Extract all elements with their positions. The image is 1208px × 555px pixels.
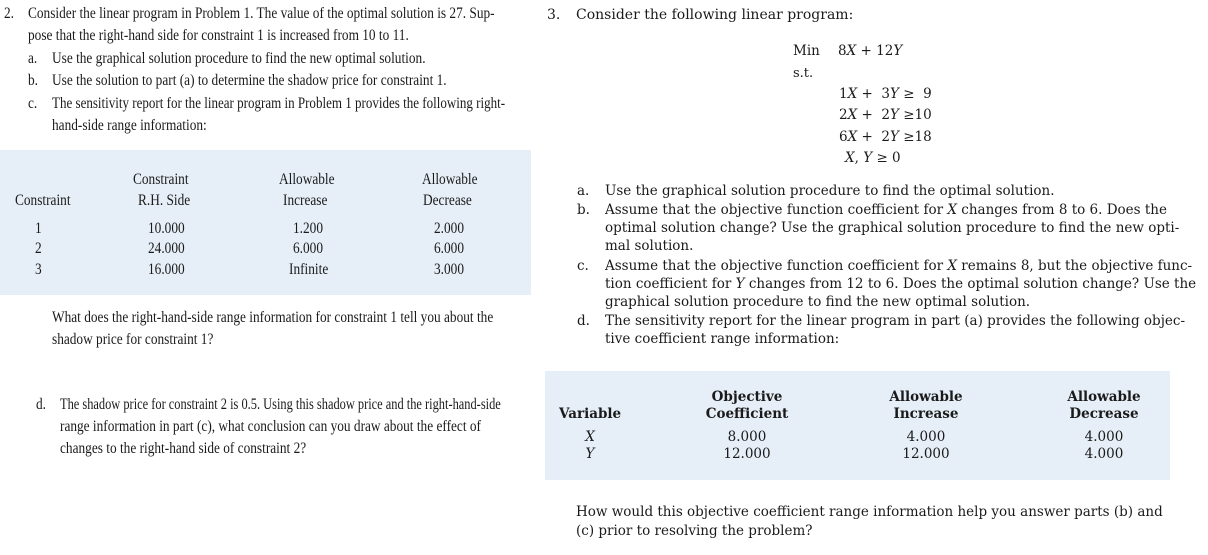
p3-intro: Consider the following linear program: bbox=[576, 7, 854, 23]
p2-part-b: Use the solution to part (a) to determine the shadow price for constraint 1. bbox=[52, 72, 447, 89]
cell-decrease: 3.000 bbox=[434, 261, 464, 278]
p2-part-d-line3: changes to the right-hand side of constraint 2? bbox=[60, 440, 307, 457]
cell-increase: Infinite bbox=[289, 261, 329, 278]
p2-part-c-line2: hand-side range information: bbox=[52, 117, 207, 134]
cell-constraint: 2 bbox=[35, 240, 42, 257]
th-inc-2: Increase bbox=[283, 192, 328, 209]
cell-decrease: 6.000 bbox=[434, 240, 464, 257]
lp-constraint-1: 1X + 3Y ≥ 9 bbox=[839, 86, 932, 102]
p2-part-b-label: b. bbox=[28, 72, 38, 89]
p3-part-d-line2: tive coefficient range information: bbox=[605, 331, 840, 347]
th-inc-2: Increase bbox=[893, 406, 959, 422]
p3-part-d-line1: The sensitivity report for the linear program in part (a) provides the following objec- bbox=[605, 313, 1185, 329]
th-obj-1: Objective bbox=[711, 389, 783, 405]
lp-st-label: s.t. bbox=[793, 66, 814, 81]
cell-rhs: 16.000 bbox=[148, 261, 185, 278]
p2-intro-line2: pose that the right-hand side for constraint 1 is increased from 10 to 11. bbox=[28, 27, 409, 44]
p2-number: 2. bbox=[4, 5, 14, 22]
th-variable: Variable bbox=[559, 406, 622, 422]
th-dec-2: Decrease bbox=[423, 192, 472, 209]
p2-intro-line1: Consider the linear program in Problem 1. The value of the optimal solution is 27. Sup- bbox=[28, 5, 495, 22]
p3-part-b-label: b. bbox=[577, 202, 590, 218]
cell-rhs: 10.000 bbox=[148, 220, 185, 237]
cell-decrease: 4.000 bbox=[1084, 429, 1124, 445]
th-dec-1: Allowable bbox=[422, 171, 478, 188]
rhs-range-table bbox=[0, 150, 531, 295]
cell-coefficient: 8.000 bbox=[727, 429, 767, 445]
lp-nonnegativity: X, Y ≥ 0 bbox=[845, 150, 901, 166]
cell-increase: 4.000 bbox=[906, 429, 946, 445]
p3-final-line2: (c) prior to resolving the problem? bbox=[576, 523, 813, 539]
p3-part-a-label: a. bbox=[577, 183, 590, 199]
cell-increase: 1.200 bbox=[293, 220, 323, 237]
th-constraint: Constraint bbox=[15, 192, 71, 209]
cell-coefficient: 12.000 bbox=[723, 446, 771, 462]
p3-part-b-line3: mal solution. bbox=[605, 238, 694, 254]
th-dec-2: Decrease bbox=[1069, 406, 1139, 422]
p3-part-b-line2: optimal solution change? Use the graphical solution procedure to find the new opti- bbox=[605, 220, 1180, 236]
lp-constraint-3: 6X + 2Y ≥18 bbox=[839, 129, 932, 145]
cell-variable: X bbox=[585, 429, 595, 445]
lp-min-label: Min bbox=[793, 43, 820, 59]
p3-part-b-line1: Assume that the objective function coefficient for X changes from 8 to 6. Does the bbox=[605, 202, 1167, 218]
p3-part-c-line1: Assume that the objective function coefficient for X remains 8, but the objective func- bbox=[605, 258, 1193, 274]
th-dec-1: Allowable bbox=[1067, 389, 1141, 405]
lp-constraint-2: 2X + 2Y ≥10 bbox=[839, 107, 932, 123]
p2-question-line2: shadow price for constraint 1? bbox=[52, 331, 214, 348]
cell-variable: Y bbox=[585, 446, 595, 462]
cell-increase: 6.000 bbox=[293, 240, 323, 257]
p3-part-c-label: c. bbox=[577, 258, 589, 274]
th-inc-1: Allowable bbox=[279, 171, 335, 188]
p2-part-c-line1: The sensitivity report for the linear program in Problem 1 provides the following right- bbox=[52, 95, 506, 112]
th-rhs-2: R.H. Side bbox=[138, 192, 191, 209]
p3-part-c-line2: tion coefficient for Y changes from 12 to 6. Does the optimal solution change? Use the bbox=[605, 276, 1197, 292]
th-obj-2: Coefficient bbox=[705, 406, 789, 422]
cell-rhs: 24.000 bbox=[148, 240, 185, 257]
p3-part-d-label: d. bbox=[577, 313, 590, 329]
p3-number: 3. bbox=[547, 7, 561, 23]
th-rhs-1: Constraint bbox=[133, 171, 189, 188]
p2-question-line1: What does the right-hand-side range information for constraint 1 tell you about the bbox=[52, 309, 494, 326]
p2-part-a: Use the graphical solution procedure to find the new optimal solution. bbox=[52, 50, 426, 67]
lp-objective: 8X + 12Y bbox=[838, 43, 903, 59]
cell-constraint: 3 bbox=[35, 261, 42, 278]
cell-constraint: 1 bbox=[35, 220, 42, 237]
p2-part-d-line2: range information in part (c), what conclusion can you draw about the effect of bbox=[60, 418, 481, 435]
p3-part-c-line3: graphical solution procedure to find the new optimal solution. bbox=[605, 294, 1031, 310]
objective-range-table bbox=[545, 371, 1170, 480]
cell-decrease: 2.000 bbox=[434, 220, 464, 237]
p2-part-a-label: a. bbox=[28, 50, 38, 67]
p3-final-line1: How would this objective coefficient range information help you answer parts (b) and bbox=[576, 504, 1163, 520]
p3-part-a: Use the graphical solution procedure to find the optimal solution. bbox=[605, 183, 1055, 199]
p2-part-c-label: c. bbox=[28, 95, 38, 112]
cell-decrease: 4.000 bbox=[1084, 446, 1124, 462]
th-inc-1: Allowable bbox=[889, 389, 963, 405]
cell-increase: 12.000 bbox=[902, 446, 950, 462]
p2-part-d-line1: The shadow price for constraint 2 is 0.5. Using this shadow price and the right-hand-side bbox=[60, 396, 501, 413]
p2-part-d-label: d. bbox=[36, 396, 46, 413]
